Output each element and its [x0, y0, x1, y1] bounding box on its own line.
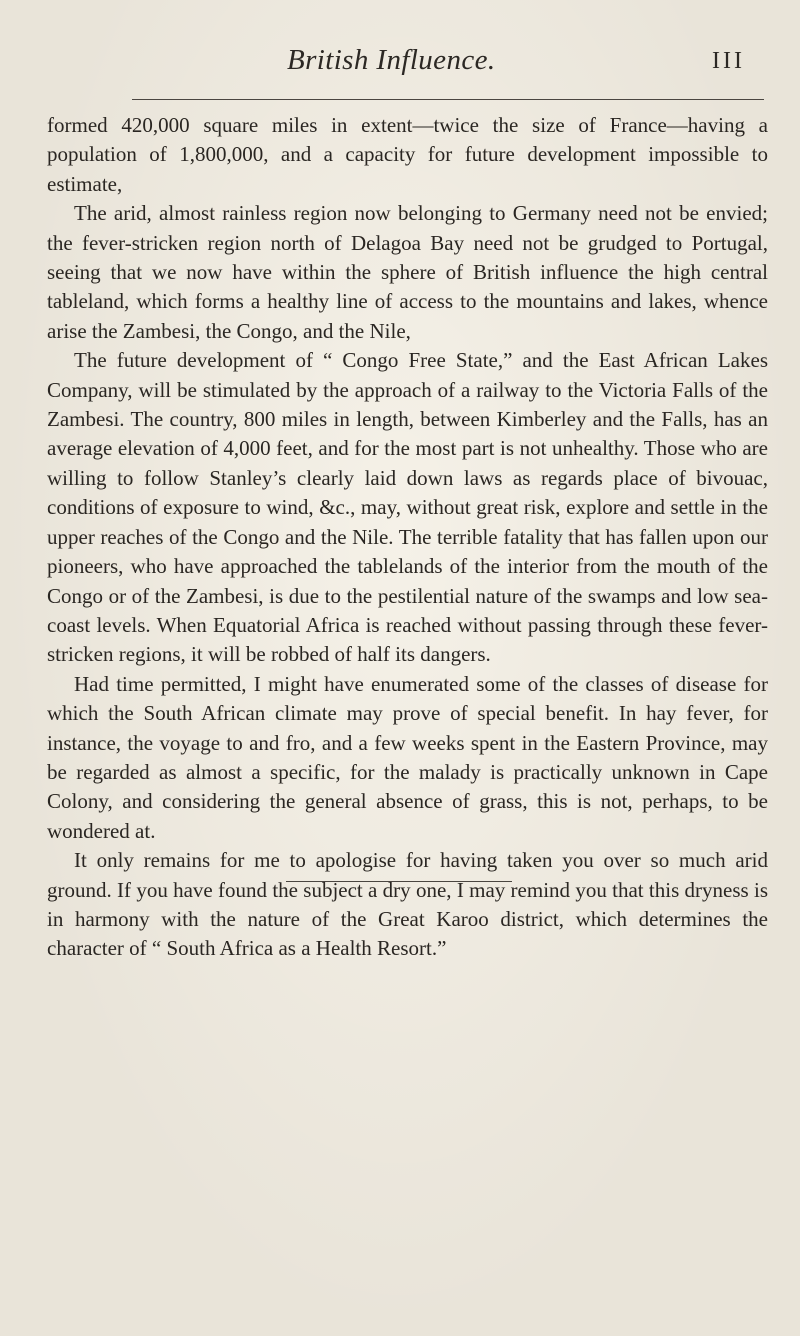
- running-head: [0, 40, 800, 80]
- paragraph-continued: formed 420,000 square miles in extent—twice the size of France—having a population of 1,800,000, and a capacity for future development impossible to estimate,: [47, 113, 768, 196]
- running-head-title: British Influence.: [287, 44, 496, 76]
- paragraph: The future development of “ Congo Free State,” and the East African Lakes Company, will be stimulated by the approach of a railway to the Victoria Falls of the Zambesi. The country, 800 miles in length, between Kimberley and the Falls, has an average elevation of 4,000 feet, and for the most part is not unhealthy. Those who are willing to follow Stanley’s clearly laid down laws as regards place of bivouac, conditions of exposure to wind, &c., may, without great risk, explore and settle in the upper reaches of the Congo and the Nile. The terrible fatality that has fallen upon our pioneers, who have approached the tablelands of the interior from the mouth of the Congo or of the Zambesi, is due to the pestilential nature of the swamps and low sea-coast levels. When Equatorial Africa is reached without passing through these fever-stricken regions, it will be robbed of half its dangers.: [47, 348, 768, 667]
- paragraph: The arid, almost rainless region now belonging to Germany need not be envied; the fever-stricken region north of Delagoa Bay need not be grudged to Portugal, seeing that we now have within the sphere of British influence the high central tableland, which forms a healthy line of access to the mountains and lakes, whence arise the Zambesi, the Congo, and the Nile,: [47, 201, 768, 343]
- body-text: [47, 111, 768, 964]
- end-rule: [286, 881, 512, 882]
- page-number: III: [712, 48, 745, 74]
- paragraph: Had time permitted, I might have enumerated some of the classes of disease for which the South African climate may prove of special benefit. In hay fever, for instance, the voyage to and fro, and a few weeks spent in the Eastern Province, may be regarded as almost a specific, for the malady is practically unknown in Cape Colony, and considering the general absence of grass, this is not, perhaps, to be wondered at.: [47, 671, 768, 843]
- header-rule: [132, 99, 764, 100]
- paragraph: It only remains for me to apologise for having taken you over so much arid ground. If you have found the subject a dry one, I may remind you that this dryness is in harmony with the nature of the Great Karoo district, which determines the character of “ South Africa as a Health Resort.”: [47, 848, 768, 961]
